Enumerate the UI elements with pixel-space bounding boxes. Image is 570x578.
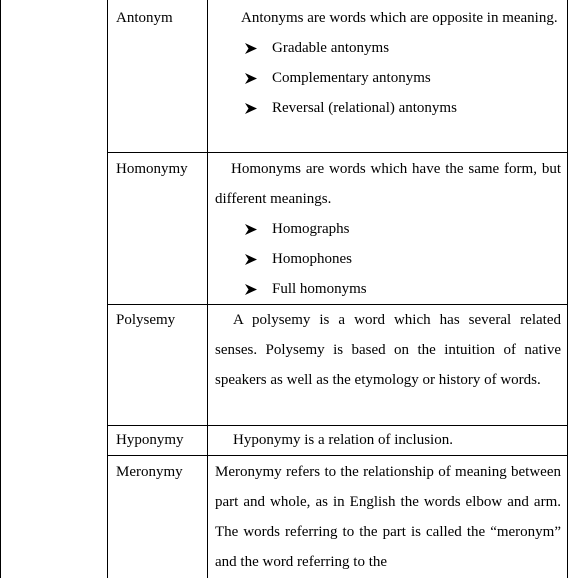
- definition-cell: [215, 305, 561, 395]
- bullet-label: Gradable antonyms: [272, 40, 390, 56]
- list-item: [215, 33, 561, 63]
- term-label: Hyponymy: [116, 432, 184, 448]
- list-item: [215, 274, 561, 304]
- definition-text: Meronymy refers to the relationship of meaning between part and whole, as in English the words elbow and arm. The words referring to the part is called the “meronym” and the word referring to the: [215, 464, 561, 570]
- bullet-label: Complementary antonyms: [272, 70, 431, 86]
- definition-text: A polysemy is a word which has several related senses. Polysemy is based on the intuition of native speakers as well as the etymology or history of words.: [215, 312, 561, 388]
- definition-cell: [215, 425, 561, 455]
- arrowhead-bullet-icon: [245, 33, 259, 63]
- definition-text: Hyponymy is a relation of inclusion.: [233, 432, 453, 448]
- term-label: Meronymy: [116, 464, 183, 480]
- table-row: [0, 152, 570, 304]
- table-row: [0, 425, 570, 455]
- term-label: Polysemy: [116, 312, 176, 328]
- term-label: Antonym: [116, 10, 173, 26]
- arrowhead-bullet-icon: [245, 63, 259, 93]
- arrowhead-bullet-icon: [245, 274, 259, 304]
- definition-cell: [215, 457, 561, 577]
- definition-text: Homonyms are words which have the same form, but different meanings.: [215, 161, 561, 207]
- bullet-label: Homographs: [272, 221, 350, 237]
- bullet-label: Homophones: [272, 251, 352, 267]
- list-item: [215, 63, 561, 93]
- arrowhead-bullet-icon: [245, 244, 259, 274]
- term-label: Homonymy: [116, 161, 188, 177]
- table-row: [0, 304, 570, 425]
- bullet-list: [215, 214, 561, 304]
- bullet-list: [215, 33, 561, 123]
- arrowhead-bullet-icon: [245, 214, 259, 244]
- list-item: [215, 244, 561, 274]
- arrowhead-bullet-icon: [245, 93, 259, 123]
- bullet-label: Reversal (relational) antonyms: [272, 100, 457, 116]
- bullet-label: Full homonyms: [272, 281, 367, 297]
- definition-cell: [215, 154, 561, 304]
- definition-text: Antonyms are words which are opposite in meaning.: [241, 10, 558, 26]
- list-item: [215, 214, 561, 244]
- table-row: [0, 0, 570, 152]
- table-row: [0, 455, 570, 578]
- definition-cell: [215, 3, 561, 123]
- list-item: [215, 93, 561, 123]
